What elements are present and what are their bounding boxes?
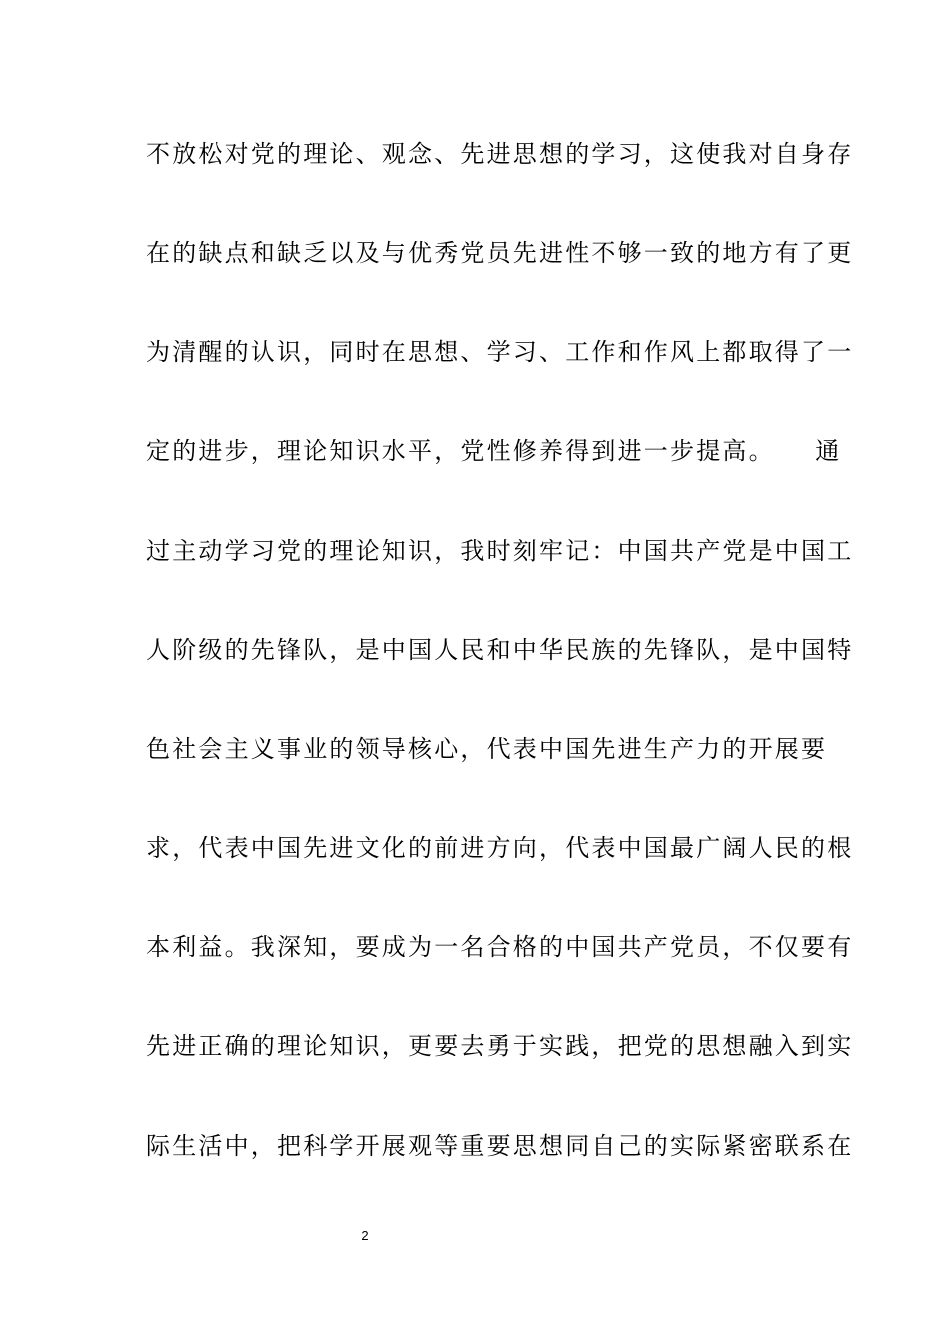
body-text-line: 色社会主义事业的领导核心，代表中国先进生产力的开展要 xyxy=(146,735,828,763)
body-text-line: 定的进步，理论知识水平，党性修养得到进一步提高。 通 xyxy=(146,437,842,465)
body-text-line: 不放松对党的理论、观念、先进思想的学习，这使我对自身存 xyxy=(146,140,854,168)
body-text-line: 际生活中，把科学开展观等重要思想同自己的实际紧密联系在 xyxy=(146,1132,854,1160)
body-text-line: 过主动学习党的理论知识，我时刻牢记：中国共产党是中国工 xyxy=(146,537,854,565)
body-text-line: 为清醒的认识，同时在思想、学习、工作和作风上都取得了一 xyxy=(146,338,854,366)
body-text-line: 在的缺点和缺乏以及与优秀党员先进性不够一致的地方有了更 xyxy=(146,239,854,267)
body-text-line: 本利益。我深知，要成为一名合格的中国共产党员，不仅要有 xyxy=(146,933,854,961)
body-text-line: 求，代表中国先进文化的前进方向，代表中国最广阔人民的根 xyxy=(146,834,854,862)
body-text-line: 先进正确的理论知识，更要去勇于实践，把党的思想融入到实 xyxy=(146,1032,854,1060)
body-text-line: 人阶级的先锋队，是中国人民和中华民族的先锋队，是中国特 xyxy=(146,636,854,664)
page-number: 2 xyxy=(361,1228,369,1243)
